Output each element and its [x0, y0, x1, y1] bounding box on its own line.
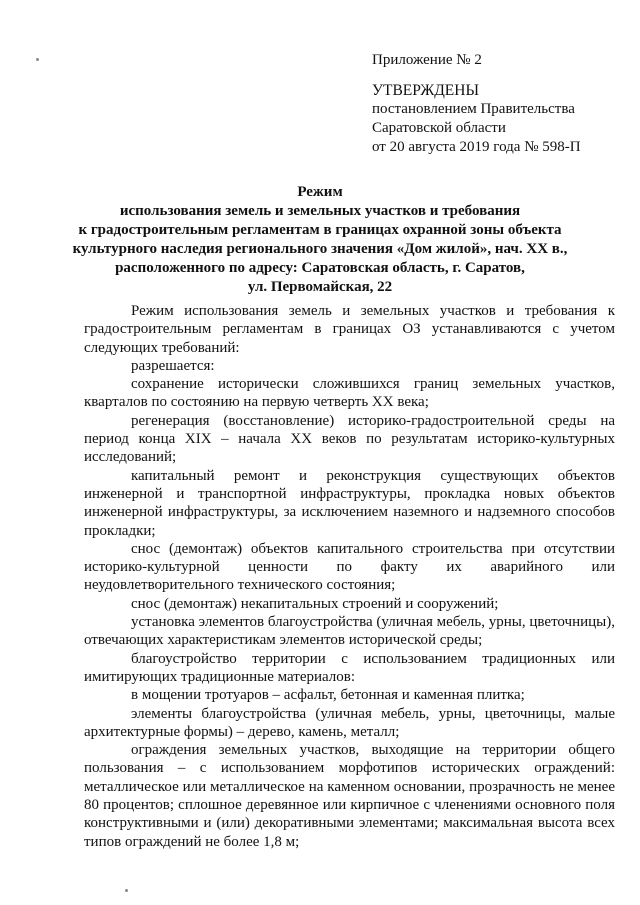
paragraph: установка элементов благоустройства (уличная мебель, урны, цветочницы), отвечающих характеристикам элементов исторической среды;: [84, 614, 615, 649]
title-line-5: расположенного по адресу: Саратовская область, г. Саратов,: [115, 260, 525, 276]
paragraph: Режим использования земель и земельных участков и требования к градостроительным регламентам в границах ОЗ устанавливаются с учетом следующих требований:: [84, 303, 615, 356]
paragraph: ограждения земельных участков, выходящие на территории общего пользования – с использованием морфотипов исторических ограждений: металлическое или металлическое на каменном основании, прозрачность не менее 80 процентов; сплошное деревянное или кирпичное с членениями основного поля конструктивными и (или) декоративными элементами; максимальная высота всех типов ограждений не более 1,8 м;: [84, 742, 615, 850]
title-line-1: Режим: [297, 184, 343, 200]
document-title: [0, 183, 640, 297]
paragraph: снос (демонтаж) некапитальных строений и сооружений;: [131, 595, 499, 612]
attachment-number: [372, 51, 622, 70]
approval-block: [372, 81, 622, 157]
title-line-2: использования земель и земельных участков и требования: [119, 203, 521, 219]
document-body: [84, 302, 615, 851]
paragraph: снос (демонтаж) объектов капитального строительства при отсутствии историко-культурной ценности по факту их аварийного или неудовлетворительного технического состояния;: [84, 540, 615, 594]
approval-line-1: постановлением Правительства: [372, 101, 575, 117]
paragraph: капитальный ремонт и реконструкция существующих объектов инженерной и транспортной инфраструктуры, прокладка новых объектов инженерной инфраструктуры, за исключением наземного и надземного способов прокладки;: [84, 467, 615, 539]
approval-line-2: Саратовской области: [372, 120, 506, 136]
approval-line-3: от 20 августа 2019 года № 598-П: [372, 139, 581, 155]
attachment-number-text: Приложение № 2: [372, 52, 482, 68]
scan-speck: [36, 58, 39, 61]
scan-speck: [125, 889, 128, 892]
title-line-6: ул. Первомайская, 22: [247, 279, 393, 295]
paragraph: благоустройство территории с использованием традиционных или имитирующих традиционные материалов:: [84, 650, 615, 685]
title-line-3: к градостроительным регламентам в границах охранной зоны объекта: [78, 222, 562, 238]
approved-heading: УТВЕРЖДЕНЫ: [372, 82, 479, 99]
paragraph: в мощении тротуаров – асфальт, бетонная и каменная плитка;: [131, 687, 525, 704]
paragraph: регенерация (восстановление) историко-градостроительной среды на период конца XIX – начала XX веков по результатам историко-культурных исследований;: [84, 412, 615, 466]
paragraph: сохранение исторически сложившихся границ земельных участков, кварталов по состоянию на первую четверть XX века;: [84, 376, 615, 411]
paragraph: разрешается:: [131, 357, 215, 374]
title-line-4: культурного наследия регионального значения «Дом жилой», нач. XX в.,: [72, 241, 568, 257]
paragraph: элементы благоустройства (уличная мебель, урны, цветочницы, малые архитектурные формы) – дерево, камень, металл;: [84, 705, 615, 740]
